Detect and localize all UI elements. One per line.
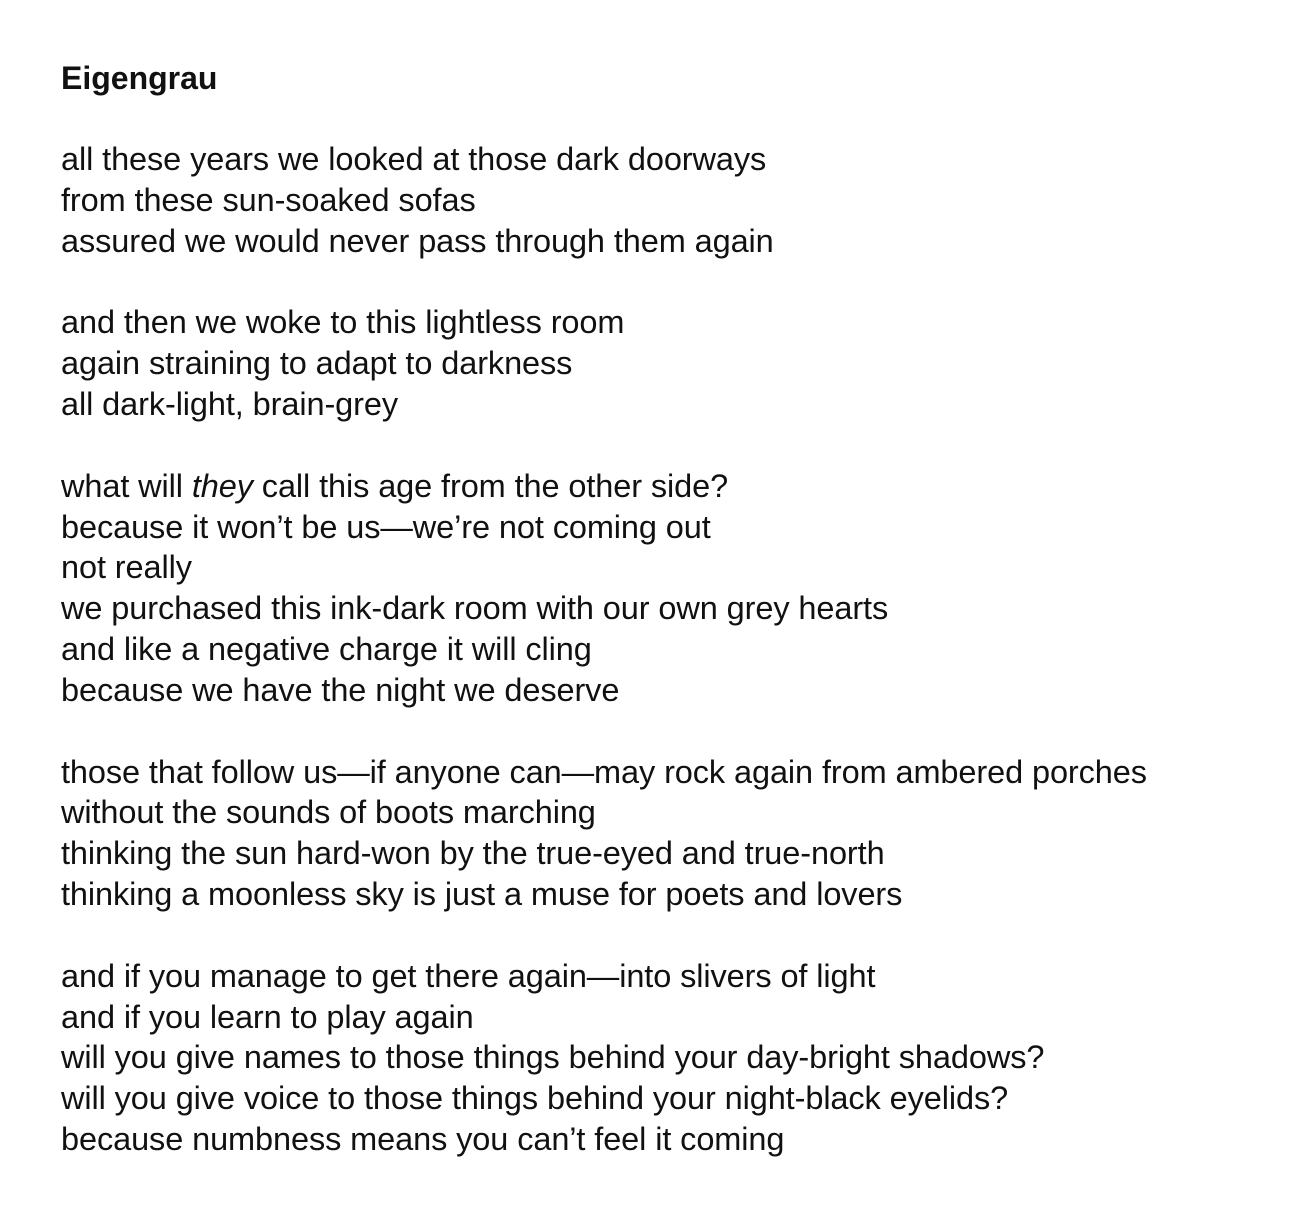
stanza-4 <box>61 752 1281 915</box>
poem-line: we purchased this ink-dark room with our own grey hearts <box>61 590 889 627</box>
poem-line: thinking a moonless sky is just a muse for poets and lovers <box>61 875 903 912</box>
poem-line: and like a negative charge it will cling <box>61 630 592 667</box>
stanza-1 <box>61 139 1281 261</box>
stanza-5 <box>61 956 1281 1160</box>
poem-line: will you give voice to those things behind your night-black eyelids? <box>61 1080 1009 1117</box>
poem-line: those that follow us—if anyone can—may rock again from ambered porches <box>61 753 1147 790</box>
poem-line: not really <box>61 549 192 586</box>
poem-line: and if you learn to play again <box>61 998 474 1035</box>
poem-line: will you give names to those things behind your day-bright shadows? <box>61 1039 1045 1076</box>
poem-line <box>61 466 1281 507</box>
poem-line: and then we woke to this lightless room <box>61 304 625 341</box>
poem-title: Eigengrau <box>61 60 218 96</box>
poem-line: all these years we looked at those dark doorways <box>61 141 767 177</box>
line-text: what will <box>61 467 192 504</box>
stanza-2 <box>61 302 1281 424</box>
poem-line: because it won’t be us—we’re not coming out <box>61 508 711 545</box>
poem-line: from these sun-soaked sofas <box>61 181 476 218</box>
line-text: call this age from the other side? <box>252 467 729 504</box>
poem-line: without the sounds of boots marching <box>61 794 596 831</box>
poem-line: because we have the night we deserve <box>61 671 620 708</box>
poem-line: thinking the sun hard-won by the true-eyed and true-north <box>61 835 885 872</box>
poem-line: because numbness means you can’t feel it coming <box>61 1120 785 1157</box>
poem-line: all dark-light, brain-grey <box>61 385 398 422</box>
poem-line: again straining to adapt to darkness <box>61 345 573 382</box>
italic-word: they <box>191 467 253 504</box>
poem-line: and if you manage to get there again—into slivers of light <box>61 957 876 994</box>
stanza-3 <box>61 466 1281 711</box>
poem-page <box>61 58 1281 1160</box>
poem-line: assured we would never pass through them again <box>61 222 774 259</box>
